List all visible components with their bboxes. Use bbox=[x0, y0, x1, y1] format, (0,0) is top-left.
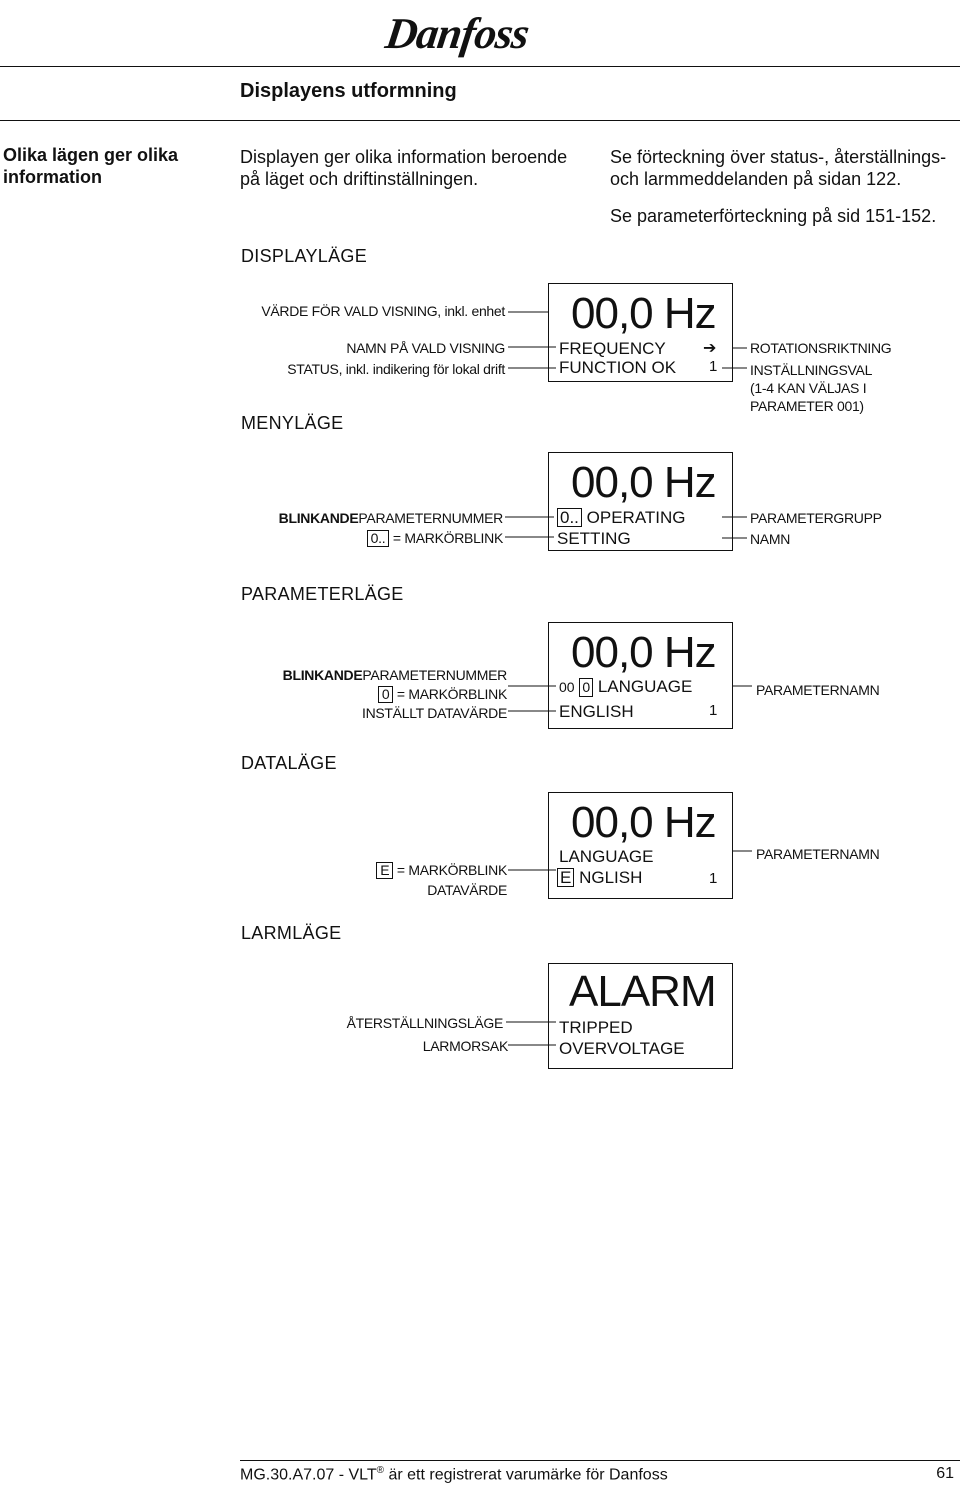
display-line-2: E NGLISH bbox=[557, 868, 642, 888]
label-setup-parameter: PARAMETER 001) bbox=[750, 398, 864, 414]
display-line-1: TRIPPED bbox=[559, 1018, 633, 1037]
label-display-name: NAMN PÅ VALD VISNING bbox=[346, 340, 505, 356]
label-menu-cursor: 0.. = MARKÖRBLINK bbox=[367, 530, 503, 547]
side-heading: Olika lägen ger olika information bbox=[3, 145, 179, 187]
reference-text-parameters: Se parameterförteckning på sid 151-152. bbox=[610, 206, 937, 226]
setup-number: 1 bbox=[709, 358, 718, 375]
label-menu-blink: BLINKANDEPARAMETERNUMMER bbox=[278, 510, 503, 526]
footer-text: MG.30.A7.07 - VLT® är ett registrerat varumärke för Danfoss bbox=[240, 1465, 668, 1484]
display-readout: 00,0 Hz bbox=[571, 798, 716, 847]
page-title: Displayens utformning bbox=[240, 80, 457, 102]
mode-heading-menu: MENYLÄGE bbox=[241, 413, 344, 433]
alarm-readout: ALARM bbox=[569, 967, 716, 1016]
rotation-arrow-icon: ➔ bbox=[703, 340, 717, 357]
label-display-value: VÄRDE FÖR VALD VISNING, inkl. enhet bbox=[261, 303, 505, 319]
footer-rule bbox=[240, 1460, 960, 1461]
display-readout: 00,0 Hz bbox=[571, 458, 716, 507]
reference-text-status: Se förteckning över status-, återställnings- och larmmeddelanden på sidan 122. bbox=[610, 147, 947, 189]
display-readout: 00,0 Hz bbox=[571, 628, 716, 677]
label-data-value: DATAVÄRDE bbox=[427, 882, 507, 898]
label-group-name: NAMN bbox=[750, 531, 791, 547]
mode-heading-display: DISPLAYLÄGE bbox=[241, 246, 368, 266]
label-data-cursor: E = MARKÖRBLINK bbox=[376, 862, 507, 879]
display-line-1: LANGUAGE bbox=[559, 847, 654, 866]
label-param-cursor: 0 = MARKÖRBLINK bbox=[378, 686, 507, 703]
label-display-status: STATUS, inkl. indikering för lokal drift bbox=[287, 361, 505, 377]
label-setup-range: (1-4 KAN VÄLJAS I bbox=[750, 380, 867, 396]
display-line-2: OVERVOLTAGE bbox=[559, 1039, 685, 1058]
setup-number: 1 bbox=[709, 870, 718, 887]
label-param-data-value: INSTÄLLT DATAVÄRDE bbox=[361, 705, 507, 721]
page-number: 61 bbox=[936, 1465, 954, 1482]
mode-heading-parameter: PARAMETERLÄGE bbox=[241, 584, 404, 604]
intro-text: Displayen ger olika information beroende på läget och driftinställningen. bbox=[240, 147, 568, 189]
label-parameter-group: PARAMETERGRUPP bbox=[750, 510, 882, 526]
setup-number: 1 bbox=[709, 702, 718, 719]
label-parameter-name: PARAMETERNAMN bbox=[756, 682, 880, 698]
mode-heading-data: DATALÄGE bbox=[241, 753, 337, 773]
display-line-1: FREQUENCY bbox=[559, 339, 666, 358]
label-parameter-name: PARAMETERNAMN bbox=[756, 846, 880, 862]
display-line-2: ENGLISH bbox=[559, 702, 634, 721]
display-line-2: FUNCTION OK bbox=[559, 358, 677, 377]
mode-heading-alarm: LARMLÄGE bbox=[241, 923, 342, 943]
display-readout: 00,0 Hz bbox=[571, 289, 716, 338]
label-rotation: ROTATIONSRIKTNING bbox=[750, 340, 892, 356]
danfoss-logo: Danfoss bbox=[382, 9, 532, 58]
display-line-1: 0.. OPERATING bbox=[557, 508, 686, 528]
display-line-2: SETTING bbox=[557, 529, 631, 548]
label-param-blink: BLINKANDEPARAMETERNUMMER bbox=[282, 667, 507, 683]
label-alarm-cause: LARMORSAK bbox=[422, 1038, 508, 1054]
label-setup-choice: INSTÄLLNINGSVAL bbox=[750, 362, 873, 378]
display-line-1: 00 0 LANGUAGE bbox=[559, 677, 693, 696]
label-reset-mode: ÅTERSTÄLLNINGSLÄGE bbox=[346, 1015, 503, 1031]
